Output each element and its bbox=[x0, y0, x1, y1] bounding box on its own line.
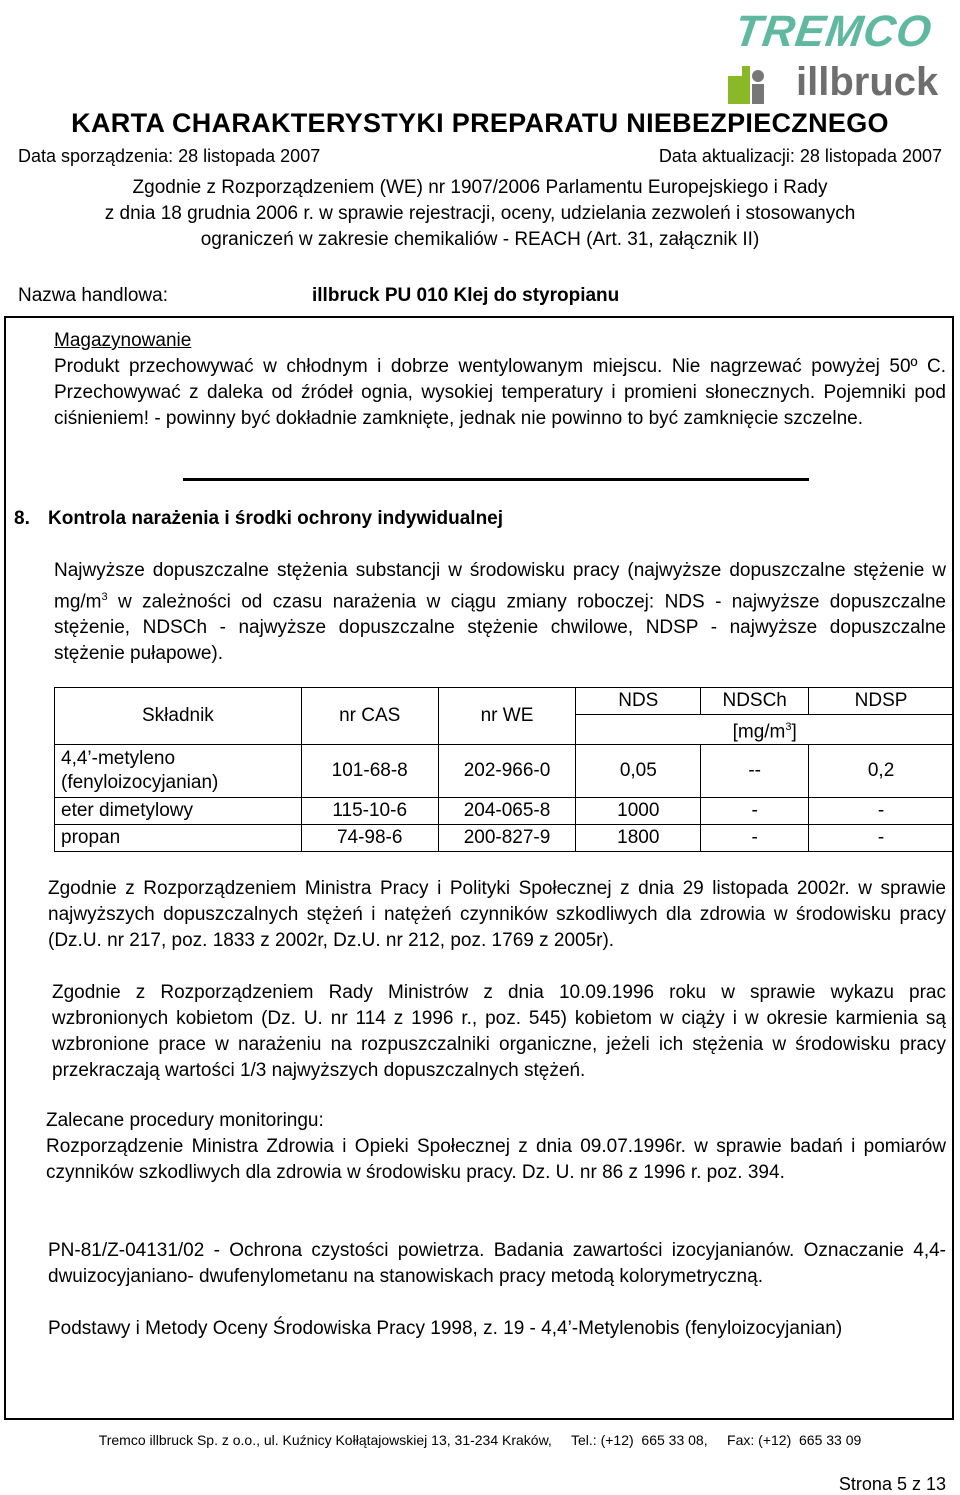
exposure-intro bbox=[54, 558, 946, 667]
cell-cas: 74-98-6 bbox=[301, 825, 438, 852]
trade-name-value: illbruck PU 010 Klej do styropianu bbox=[312, 285, 620, 306]
cell-ndsch: - bbox=[701, 798, 809, 825]
monitoring-heading: Zalecane procedury monitoringu: bbox=[46, 1110, 324, 1131]
intro-superscript: 3 bbox=[101, 591, 108, 603]
cell-ndsch: - bbox=[701, 825, 809, 852]
header-cas: nr CAS bbox=[301, 688, 438, 745]
page-number: Strona 5 z 13 bbox=[838, 1474, 946, 1494]
table-row bbox=[55, 745, 954, 798]
date-updated: Data aktualizacji: 28 listopada 2007 bbox=[658, 146, 942, 166]
cell-cas: 115-10-6 bbox=[301, 798, 438, 825]
pn-standard-paragraph: PN-81/Z-04131/02 - Ochrona czystości powietrza. Badania zawartości izocyjanianów. Oznaczanie 4,4-dwuizocyjaniano- dwufenylometanu na stanowiskach pracy metodą kolorymetryczną. bbox=[48, 1240, 946, 1287]
cell-nds: 1800 bbox=[576, 825, 701, 852]
company-logo bbox=[724, 7, 939, 104]
table-row bbox=[55, 825, 954, 852]
regulation-line-1: Zgodnie z Rozporządzeniem (WE) nr 1907/2006 Parlamentu Europejskiego i Rady bbox=[132, 177, 828, 198]
header-nds: NDS bbox=[576, 688, 701, 715]
cell-ndsch: -- bbox=[701, 745, 809, 798]
section-separator bbox=[183, 478, 809, 481]
header-unit: $[mg/m^3]$ bbox=[576, 715, 954, 745]
trade-name-label: Nazwa handlowa: bbox=[18, 285, 168, 306]
storage-text: Produkt przechowywać w chłodnym i dobrze wentylowanym miejscu. Nie nagrzewać powyżej 50º C. Przechowywać z daleka od źródeł ognia, wysokiej temperatury i promieni słonecznych. Pojemniki pod ciśnieniem! - powinny być dokładnie zamknięte, jednak nie powinno to być zamknięcie szczelne. bbox=[54, 356, 946, 429]
cell-ndsp: - bbox=[809, 798, 954, 825]
illbruck-mark-icon bbox=[728, 66, 774, 104]
podstawy-paragraph: Podstawy i Metody Oceny Środowiska Pracy 1998, z. 19 - 4,4’-Metylenobis (fenyloizocyjanian) bbox=[48, 1318, 843, 1339]
cell-we: 204-065-8 bbox=[438, 798, 576, 825]
section-title: Kontrola narażenia i środki ochrony indywidualnej bbox=[48, 508, 504, 529]
regulation-note bbox=[0, 175, 960, 253]
header-ndsch: NDSCh bbox=[701, 688, 809, 715]
document-title: KARTA CHARAKTERYSTYKI PREPARATU NIEBEZPIECZNEGO bbox=[71, 108, 889, 138]
cell-name: 4,4’-metyleno (fenyloizocyjanian) bbox=[55, 745, 302, 798]
logo-illbruck-text: illbruck bbox=[796, 60, 939, 104]
footer-address: Tremco illbruck Sp. z o.o., ul. Kuźnicy Kołłątajowskiej 13, 31-234 Kraków, Tel.: (+12) 665 33 08, Fax: (+12) 665 33 09 bbox=[98, 1432, 862, 1448]
cell-we: 200-827-9 bbox=[438, 825, 576, 852]
cell-we: 202-966-0 bbox=[438, 745, 576, 798]
header-ndsp: NDSP bbox=[809, 688, 954, 715]
cell-ndsp: - bbox=[809, 825, 954, 852]
ministry-labour-paragraph: Zgodnie z Rozporządzeniem Ministra Pracy i Polityki Społecznej z dnia 29 listopada 2002r. w sprawie najwyższych dopuszczalnych stężeń i natężeń czynników szkodliwych dla zdrowia w środowisku pracy (Dz.U. nr 217, poz. 1833 z 2002r, Dz.U. nr 212, poz. 1769 z 2005r). bbox=[48, 878, 946, 951]
logo-tremco-text: TREMCO bbox=[731, 7, 936, 56]
exposure-limits-table bbox=[54, 687, 954, 852]
cell-nds: 0,05 bbox=[576, 745, 701, 798]
header-component: Składnik bbox=[55, 688, 302, 745]
cell-name: propan bbox=[55, 825, 302, 852]
intro-text-b: w zależności od czasu narażenia w ciągu zmiany roboczej: NDS - najwyższe dopuszczalne stężenie, NDSCh - najwyższe dopuszczalne stężenie chwilowe, NDSP - najwyższe dopuszczalne stężenie pułapowe). bbox=[54, 591, 946, 665]
date-created: Data sporządzenia: 28 listopada 2007 bbox=[18, 146, 321, 166]
header-we: nr WE bbox=[438, 688, 576, 745]
storage-heading: Magazynowanie bbox=[54, 330, 192, 351]
cell-ndsp: 0,2 bbox=[809, 745, 954, 798]
cell-name: eter dimetylowy bbox=[55, 798, 302, 825]
section-8-heading bbox=[14, 508, 503, 530]
intro-text-a: Najwyższe dopuszczalne stężenia substancji w środowisku pracy (najwyższe dopuszczalne stężenie w mg/m bbox=[54, 560, 946, 613]
monitoring-text: Rozporządzenie Ministra Zdrowia i Opieki Społecznej z dnia 09.07.1996r. w sprawie badań i pomiarów czynników szkodliwych dla zdrowia w środowisku pracy. Dz. U. nr 86 z 1996 r. poz. 394. bbox=[46, 1136, 946, 1183]
regulation-line-3: ograniczeń w zakresie chemikaliów - REACH (Art. 31, załącznik II) bbox=[200, 229, 760, 250]
table-row bbox=[55, 798, 954, 825]
council-ministers-paragraph: Zgodnie z Rozporządzeniem Rady Ministrów z dnia 10.09.1996 roku w sprawie wykazu prac wzbronionych kobietom (Dz. U. nr 114 z 1996 r., poz. 545) kobietom w ciąży i w okresie karmienia są wzbronione prace w narażeniu na rozpuszczalniki organiczne, jeżeli ich stężenia w środowisku pracy przekraczają wartości 1/3 najwyższych dopuszczalnych stężeń. bbox=[52, 982, 946, 1081]
section-number: 8. bbox=[14, 508, 30, 529]
table-header-row bbox=[55, 688, 954, 715]
cell-nds: 1000 bbox=[576, 798, 701, 825]
regulation-line-2: z dnia 18 grudnia 2006 r. w sprawie rejestracji, oceny, udzielania zezwoleń i stosowanych bbox=[104, 203, 856, 224]
cell-cas: 101-68-8 bbox=[301, 745, 438, 798]
